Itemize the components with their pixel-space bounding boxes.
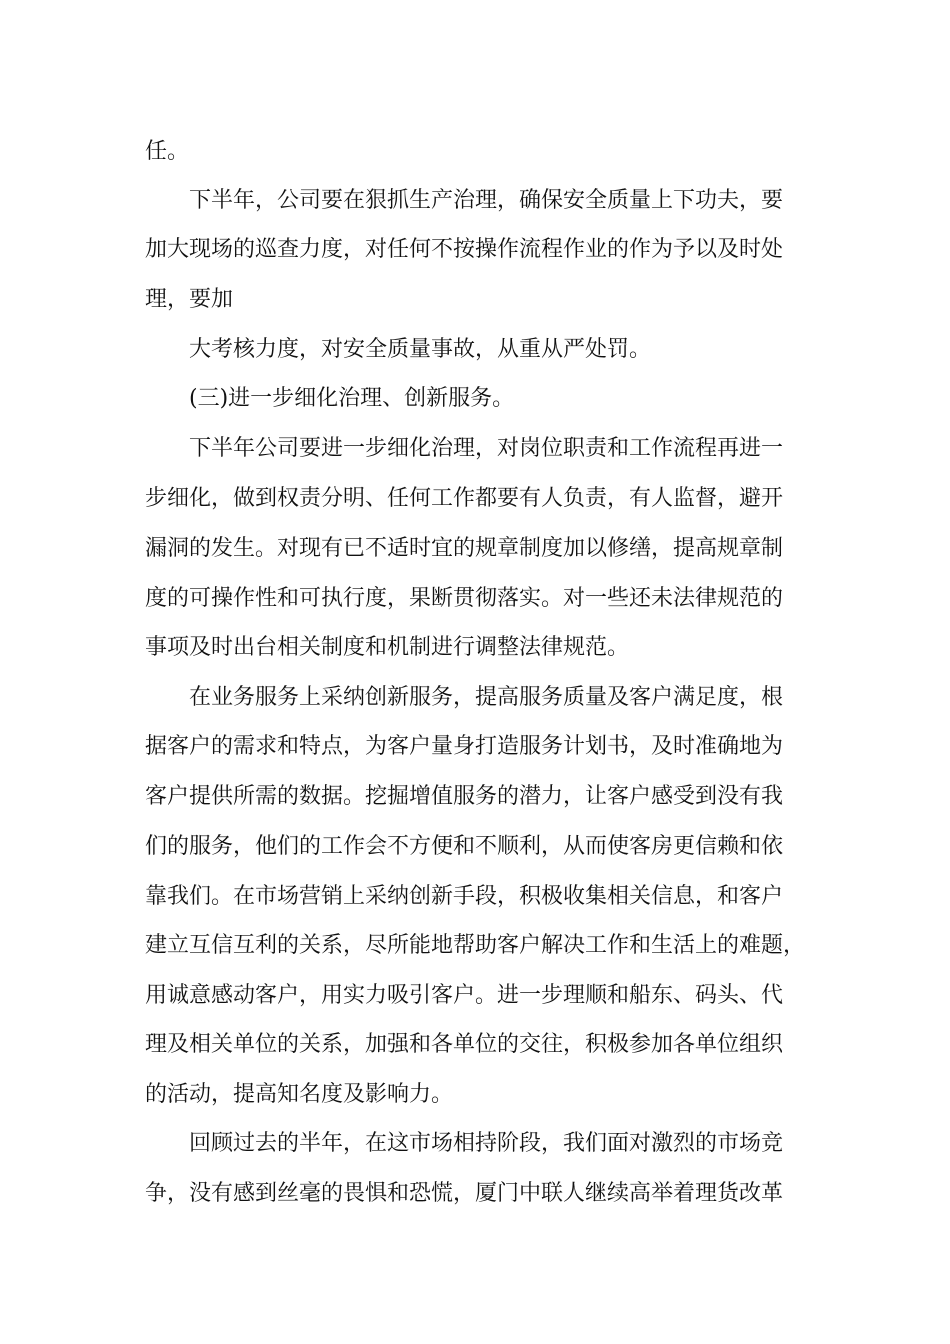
text-line: 的活动，提高知名度及影响力。 xyxy=(145,1082,454,1107)
text-line: 度的可操作性和可执行度，果断贯彻落实。对一些还未法律规范的 xyxy=(145,586,784,611)
text-line: 加大现场的巡查力度，对任何不按操作流程作业的作为予以及时处 xyxy=(145,237,784,262)
text-line: 理，要加 xyxy=(145,287,234,312)
text-line: 争，没有感到丝毫的畏惧和恐慌，厦门中联人继续高举着理货改革 xyxy=(145,1181,784,1206)
text-line: 漏洞的发生。对现有已不适时宜的规章制度加以修缮，提高规章制 xyxy=(145,536,784,561)
text-line: 用诚意感动客户，用实力吸引客户。进一步理顺和船东、码头、代 xyxy=(145,983,784,1008)
text-line: 据客户的需求和特点，为客户量身打造服务计划书，及时准确地为 xyxy=(145,734,784,759)
text-line: 靠我们。在市场营销上采纳创新手段，积极收集相关信息，和客户 xyxy=(145,884,784,909)
text-line: 任。 xyxy=(145,139,190,164)
text-line: 们的服务，他们的工作会不方便和不顺利，从而使客房更信赖和依 xyxy=(145,834,784,859)
text-line: 建立互信互利的关系，尽所能地帮助客户解决工作和生活上的难题， xyxy=(145,933,806,958)
text-line: 在业务服务上采纳创新服务，提高服务质量及客户满足度，根 xyxy=(189,685,784,710)
text-line: 大考核力度，对安全质量事故，从重从严处罚。 xyxy=(189,337,652,362)
text-line: 下半年公司要进一步细化治理，对岗位职责和工作流程再进一 xyxy=(189,436,784,461)
text-line: 客户提供所需的数据。挖掘增值服务的潜力，让客户感受到没有我 xyxy=(145,784,784,809)
text-line: 回顾过去的半年，在这市场相持阶段，我们面对激烈的市场竞 xyxy=(189,1131,784,1156)
text-line: 下半年，公司要在狠抓生产治理，确保安全质量上下功夫，要 xyxy=(189,188,784,213)
text-line: 理及相关单位的关系，加强和各单位的交往，积极参加各单位组织 xyxy=(145,1032,784,1057)
text-line: 事项及时出台相关制度和机制进行调整法律规范。 xyxy=(145,635,630,660)
text-line: 步细化，做到权责分明、任何工作都要有人负责，有人监督，避开 xyxy=(145,486,784,511)
section-heading: (三)进一步细化治理、创新服务。 xyxy=(189,386,515,411)
